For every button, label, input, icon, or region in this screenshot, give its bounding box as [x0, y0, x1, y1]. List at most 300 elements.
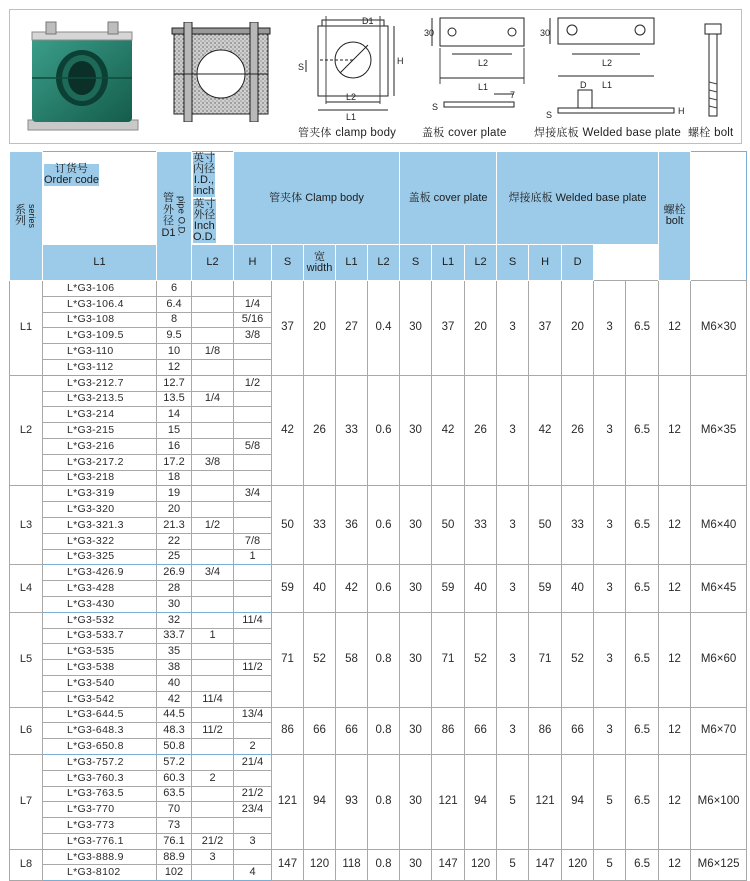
table-row: [10, 707, 747, 723]
inch-od-cell: 5/8: [234, 438, 272, 454]
bolt-drawing: [698, 22, 728, 120]
order-code-cell: L*G3-426.9: [43, 565, 157, 581]
inch-od-cell: 3/8: [234, 328, 272, 344]
pipe-od-cell: 60.3: [157, 770, 192, 786]
cover-l2-cell: 26: [465, 375, 497, 486]
pipe-od-cell: 35: [157, 644, 192, 660]
inch-id-cell: 3: [192, 849, 234, 865]
series-cell: L6: [10, 707, 43, 754]
inch-od-cell: [234, 344, 272, 360]
clamp-l2-cell: 26: [304, 375, 336, 486]
clamp-h-cell: 27: [336, 281, 368, 376]
label-base-w: 30: [540, 28, 551, 38]
inch-id-cell: [192, 312, 234, 328]
pipe-od-cell: 40: [157, 675, 192, 691]
inch-od-cell: [234, 691, 272, 707]
header-series-cn: 系 列: [15, 203, 26, 227]
inch-id-cell: [192, 818, 234, 834]
header-inch-od: 英寸 外径 Inch O.D.: [193, 198, 216, 243]
pipe-od-cell: 30: [157, 596, 192, 612]
base-l2-cell: 33: [562, 486, 594, 565]
base-s-cell: 3: [594, 612, 626, 707]
width-cell: 30: [400, 612, 432, 707]
header-cover-plate: 盖板 cover plate: [400, 152, 497, 245]
inch-od-cell: 1/2: [234, 375, 272, 391]
cover-l1-cell: 71: [432, 612, 465, 707]
cover-s-cell: 3: [497, 281, 529, 376]
order-code-cell: L*G3-428: [43, 581, 157, 597]
inch-id-cell: [192, 281, 234, 297]
header-cover-s: S: [400, 245, 432, 281]
inch-id-cell: [192, 486, 234, 502]
pipe-od-cell: 28: [157, 581, 192, 597]
inch-od-cell: [234, 391, 272, 407]
base-l1-cell: 59: [529, 565, 562, 612]
order-code-cell: L*G3-217.2: [43, 454, 157, 470]
base-h-cell: 6.5: [626, 849, 659, 881]
pipe-od-cell: 10: [157, 344, 192, 360]
clamp-l1-cell: 147: [272, 849, 304, 881]
inch-id-cell: [192, 612, 234, 628]
clamp-l1-cell: 86: [272, 707, 304, 754]
width-cell: 30: [400, 849, 432, 881]
header-clamp-l1: L1: [43, 245, 157, 281]
header-order-code: 订货号 Order code: [44, 163, 100, 186]
header-base-l1: L1: [432, 245, 465, 281]
inch-od-cell: [234, 454, 272, 470]
cover-l1-cell: 86: [432, 707, 465, 754]
cover-l2-cell: 33: [465, 486, 497, 565]
base-s-cell: 3: [594, 375, 626, 486]
clamp-h-cell: 66: [336, 707, 368, 754]
inch-id-cell: 3/8: [192, 454, 234, 470]
inch-od-cell: [234, 770, 272, 786]
table-row: [10, 754, 747, 770]
cover-s-cell: 3: [497, 486, 529, 565]
inch-od-cell: 1/4: [234, 296, 272, 312]
clamp-s-cell: 0.8: [368, 612, 400, 707]
pipe-od-cell: 6: [157, 281, 192, 297]
base-l2-cell: 26: [562, 375, 594, 486]
width-cell: 30: [400, 707, 432, 754]
inch-id-cell: [192, 581, 234, 597]
inch-od-cell: 4: [234, 865, 272, 881]
base-l1-cell: 37: [529, 281, 562, 376]
header-clamp-l2: L2: [192, 245, 234, 281]
inch-id-cell: [192, 502, 234, 518]
pipe-od-cell: 12.7: [157, 375, 192, 391]
inch-od-cell: 13/4: [234, 707, 272, 723]
order-code-cell: L*G3-888.9: [43, 849, 157, 865]
width-cell: 30: [400, 375, 432, 486]
inch-od-cell: [234, 675, 272, 691]
pipe-od-cell: 14: [157, 407, 192, 423]
cover-l2-cell: 66: [465, 707, 497, 754]
caption-base-plate-en: Welded base plate: [582, 127, 681, 139]
label-d1: D1: [362, 16, 374, 26]
clamp-s-cell: 0.6: [368, 565, 400, 612]
clamp-l1-cell: 42: [272, 375, 304, 486]
order-code-cell: L*G3-770: [43, 802, 157, 818]
label-base-l2: L2: [602, 58, 613, 68]
label-h: H: [397, 56, 404, 66]
clamp-h-cell: 36: [336, 486, 368, 565]
bolt-cell: M6×45: [691, 565, 747, 612]
base-d-cell: 12: [659, 754, 691, 849]
inch-od-cell: 11/2: [234, 660, 272, 676]
inch-od-cell: 7/8: [234, 533, 272, 549]
table-row: [10, 849, 747, 865]
inch-id-cell: [192, 375, 234, 391]
series-cell: L1: [10, 281, 43, 376]
pipe-od-cell: 12: [157, 359, 192, 375]
pipe-od-cell: 38: [157, 660, 192, 676]
cover-l2-cell: 52: [465, 612, 497, 707]
order-code-cell: L*G3-106: [43, 281, 157, 297]
caption-clamp-body: [298, 124, 396, 140]
pipe-od-cell: 16: [157, 438, 192, 454]
clamp-s-cell: 0.8: [368, 754, 400, 849]
series-cell: L8: [10, 849, 43, 881]
label-cover-s: S: [432, 102, 439, 112]
inch-od-cell: [234, 517, 272, 533]
base-h-cell: 6.5: [626, 612, 659, 707]
cover-l1-cell: 42: [432, 375, 465, 486]
pipe-od-cell: 76.1: [157, 833, 192, 849]
order-code-cell: L*G3-533.7: [43, 628, 157, 644]
order-code-cell: L*G3-216: [43, 438, 157, 454]
header-base-s: S: [497, 245, 529, 281]
inch-id-cell: 2: [192, 770, 234, 786]
inch-od-cell: 2: [234, 739, 272, 755]
header-row-2: [10, 245, 747, 281]
clamp-photo: [24, 16, 142, 134]
base-l2-cell: 52: [562, 612, 594, 707]
inch-od-cell: 11/4: [234, 612, 272, 628]
clamp-s-cell: 0.8: [368, 707, 400, 754]
inch-id-cell: 1/2: [192, 517, 234, 533]
pipe-od-cell: 33.7: [157, 628, 192, 644]
caption-base-plate: [534, 124, 681, 140]
width-cell: 30: [400, 565, 432, 612]
pipe-od-cell: 18: [157, 470, 192, 486]
order-code-cell: L*G3-108: [43, 312, 157, 328]
pipe-od-cell: 42: [157, 691, 192, 707]
clamp-section-drawing: [170, 22, 272, 122]
clamp-l2-cell: 33: [304, 486, 336, 565]
inch-id-cell: [192, 802, 234, 818]
order-code-cell: L*G3-430: [43, 596, 157, 612]
order-code-cell: L*G3-214: [43, 407, 157, 423]
cover-l1-cell: 147: [432, 849, 465, 881]
clamp-l2-cell: 120: [304, 849, 336, 881]
base-l1-cell: 71: [529, 612, 562, 707]
order-code-cell: L*G3-763.5: [43, 786, 157, 802]
base-l1-cell: 50: [529, 486, 562, 565]
cover-l2-cell: 120: [465, 849, 497, 881]
order-code-cell: L*G3-540: [43, 675, 157, 691]
table-row: [10, 565, 747, 581]
inch-id-cell: 11/2: [192, 723, 234, 739]
caption-bolt: [688, 124, 733, 140]
caption-base-plate-cn: 焊接底板: [534, 126, 579, 139]
table-row: [10, 281, 747, 297]
pipe-od-cell: 88.9: [157, 849, 192, 865]
inch-od-cell: 3: [234, 833, 272, 849]
clamp-l1-cell: 59: [272, 565, 304, 612]
cover-l1-cell: 37: [432, 281, 465, 376]
inch-id-cell: [192, 754, 234, 770]
label-cover-t: 7: [510, 90, 516, 100]
pipe-od-cell: 44.5: [157, 707, 192, 723]
base-h-cell: 6.5: [626, 707, 659, 754]
order-code-cell: L*G3-321.3: [43, 517, 157, 533]
base-h-cell: 6.5: [626, 486, 659, 565]
base-s-cell: 3: [594, 486, 626, 565]
header-bolt: 螺栓 bolt: [659, 152, 691, 281]
width-cell: 30: [400, 486, 432, 565]
base-s-cell: 5: [594, 754, 626, 849]
inch-id-cell: 3/4: [192, 565, 234, 581]
pipe-od-cell: 57.2: [157, 754, 192, 770]
width-cell: 30: [400, 754, 432, 849]
inch-id-cell: [192, 596, 234, 612]
order-code-cell: L*G3-538: [43, 660, 157, 676]
header-pipe-od: [157, 152, 192, 281]
label-cover-l1: L1: [478, 82, 489, 92]
inch-id-cell: [192, 296, 234, 312]
cover-l2-cell: 94: [465, 754, 497, 849]
inch-id-cell: 11/4: [192, 691, 234, 707]
pipe-od-cell: 70: [157, 802, 192, 818]
clamp-l1-cell: 71: [272, 612, 304, 707]
pipe-od-cell: 73: [157, 818, 192, 834]
clamp-h-cell: 118: [336, 849, 368, 881]
header-base-l2: L2: [465, 245, 497, 281]
inch-od-cell: [234, 581, 272, 597]
clamp-h-cell: 93: [336, 754, 368, 849]
cover-l2-cell: 40: [465, 565, 497, 612]
inch-id-cell: 1/8: [192, 344, 234, 360]
inch-od-cell: [234, 818, 272, 834]
base-d-cell: 12: [659, 565, 691, 612]
inch-od-cell: [234, 470, 272, 486]
caption-bolt-en: bolt: [714, 127, 734, 139]
clamp-h-cell: 42: [336, 565, 368, 612]
pipe-od-cell: 25: [157, 549, 192, 565]
inch-od-cell: [234, 281, 272, 297]
base-d-cell: 12: [659, 281, 691, 376]
base-l2-cell: 120: [562, 849, 594, 881]
pipe-od-cell: 50.8: [157, 739, 192, 755]
series-cell: L4: [10, 565, 43, 612]
label-base-d: D: [580, 80, 587, 90]
bolt-cell: M6×35: [691, 375, 747, 486]
inch-od-cell: 3/4: [234, 486, 272, 502]
clamp-h-cell: 33: [336, 375, 368, 486]
pipe-od-cell: 17.2: [157, 454, 192, 470]
cover-s-cell: 3: [497, 612, 529, 707]
inch-id-cell: [192, 675, 234, 691]
clamp-l2-cell: 52: [304, 612, 336, 707]
cover-l2-cell: 20: [465, 281, 497, 376]
order-code-cell: L*G3-322: [43, 533, 157, 549]
order-code-cell: L*G3-106.4: [43, 296, 157, 312]
header-cover-l1: L1: [336, 245, 368, 281]
label-l2: L2: [346, 92, 357, 102]
cover-s-cell: 3: [497, 565, 529, 612]
inch-od-cell: 21/2: [234, 786, 272, 802]
inch-id-cell: [192, 359, 234, 375]
header-base-d: D: [562, 245, 594, 281]
series-cell: L2: [10, 375, 43, 486]
header-welded-base: 焊接底板 Welded base plate: [497, 152, 659, 245]
label-s: S: [298, 62, 305, 72]
order-code-cell: L*G3-109.5: [43, 328, 157, 344]
pipe-od-cell: 19: [157, 486, 192, 502]
cover-s-cell: 3: [497, 707, 529, 754]
base-d-cell: 12: [659, 612, 691, 707]
label-cover-w: 30: [424, 28, 435, 38]
base-l1-cell: 42: [529, 375, 562, 486]
inch-id-cell: [192, 470, 234, 486]
clamp-l2-cell: 66: [304, 707, 336, 754]
cover-l1-cell: 121: [432, 754, 465, 849]
order-code-cell: L*G3-218: [43, 470, 157, 486]
base-s-cell: 3: [594, 707, 626, 754]
pipe-od-cell: 102: [157, 865, 192, 881]
cover-s-cell: 3: [497, 375, 529, 486]
inch-id-cell: 1: [192, 628, 234, 644]
cover-s-cell: 5: [497, 754, 529, 849]
clamp-l1-cell: 121: [272, 754, 304, 849]
clamp-s-cell: 0.6: [368, 375, 400, 486]
header-series: [10, 152, 43, 281]
inch-id-cell: [192, 739, 234, 755]
inch-od-cell: [234, 359, 272, 375]
caption-bolt-cn: 螺栓: [688, 126, 711, 139]
inch-od-cell: [234, 565, 272, 581]
clamp-l1-cell: 50: [272, 486, 304, 565]
inch-od-cell: [234, 628, 272, 644]
inch-od-cell: 23/4: [234, 802, 272, 818]
header-clamp-s: S: [272, 245, 304, 281]
order-code-cell: L*G3-542: [43, 691, 157, 707]
header-base-h: H: [529, 245, 562, 281]
inch-id-cell: [192, 423, 234, 439]
clamp-body-drawing: [296, 12, 408, 124]
clamp-l2-cell: 20: [304, 281, 336, 376]
inch-id-cell: [192, 438, 234, 454]
base-d-cell: 12: [659, 486, 691, 565]
inch-id-cell: [192, 644, 234, 660]
caption-cover-plate: [422, 124, 507, 140]
order-code-cell: L*G3-757.2: [43, 754, 157, 770]
clamp-h-cell: 58: [336, 612, 368, 707]
order-code-cell: L*G3-648.3: [43, 723, 157, 739]
order-code-cell: L*G3-773: [43, 818, 157, 834]
inch-id-cell: [192, 660, 234, 676]
order-code-cell: L*G3-325: [43, 549, 157, 565]
series-cell: L7: [10, 754, 43, 849]
inch-od-cell: [234, 502, 272, 518]
base-s-cell: 5: [594, 849, 626, 881]
inch-id-cell: [192, 328, 234, 344]
clamp-l1-cell: 37: [272, 281, 304, 376]
base-l2-cell: 66: [562, 707, 594, 754]
pipe-od-cell: 26.9: [157, 565, 192, 581]
header-series-en: series: [27, 203, 37, 228]
pipe-od-cell: 15: [157, 423, 192, 439]
base-s-cell: 3: [594, 281, 626, 376]
caption-clamp-body-en: clamp body: [335, 127, 397, 139]
order-code-cell: L*G3-535: [43, 644, 157, 660]
header-width: 宽 width: [304, 245, 336, 281]
pipe-od-cell: 63.5: [157, 786, 192, 802]
clamp-s-cell: 0.6: [368, 486, 400, 565]
caption-cover-plate-cn: 盖板: [422, 126, 445, 139]
base-l1-cell: 86: [529, 707, 562, 754]
label-cover-l2: L2: [478, 58, 489, 68]
inch-od-cell: [234, 723, 272, 739]
base-h-cell: 6.5: [626, 375, 659, 486]
header-clamp-body: 管夹体 Clamp body: [234, 152, 400, 245]
header-row-1: [10, 152, 747, 245]
label-base-s: S: [546, 110, 553, 120]
pipe-od-cell: 20: [157, 502, 192, 518]
header-inch-id: 英寸 内径 I.D., inch: [193, 152, 215, 197]
header-pipe-od-cn: 管 外 径 D1: [161, 192, 176, 239]
bolt-cell: M6×125: [691, 849, 747, 881]
series-cell: L5: [10, 612, 43, 707]
spec-table: [9, 151, 747, 881]
inch-od-cell: 21/4: [234, 754, 272, 770]
width-cell: 30: [400, 281, 432, 376]
inch-id-cell: [192, 549, 234, 565]
series-cell: L3: [10, 486, 43, 565]
base-l1-cell: 121: [529, 754, 562, 849]
order-code-cell: L*G3-776.1: [43, 833, 157, 849]
inch-od-cell: 1: [234, 549, 272, 565]
order-code-cell: L*G3-8102: [43, 865, 157, 881]
order-code-cell: L*G3-112: [43, 359, 157, 375]
cover-s-cell: 5: [497, 849, 529, 881]
header-clamp-h: H: [234, 245, 272, 281]
inch-id-cell: 1/4: [192, 391, 234, 407]
header-cover-l2: L2: [368, 245, 400, 281]
order-code-cell: L*G3-215: [43, 423, 157, 439]
bolt-cell: M6×60: [691, 612, 747, 707]
inch-od-cell: [234, 644, 272, 660]
bolt-cell: M6×40: [691, 486, 747, 565]
label-l1: L1: [346, 112, 357, 122]
pipe-od-cell: 9.5: [157, 328, 192, 344]
header-pipe-od-en: pipe O.D.: [175, 195, 187, 237]
order-code-cell: L*G3-760.3: [43, 770, 157, 786]
inch-id-cell: [192, 707, 234, 723]
table-row: [10, 486, 747, 502]
label-base-l1: L1: [602, 80, 613, 90]
clamp-l2-cell: 94: [304, 754, 336, 849]
base-d-cell: 12: [659, 375, 691, 486]
inch-od-cell: [234, 407, 272, 423]
pipe-od-cell: 8: [157, 312, 192, 328]
pipe-od-cell: 13.5: [157, 391, 192, 407]
order-code-cell: L*G3-213.5: [43, 391, 157, 407]
base-l2-cell: 94: [562, 754, 594, 849]
inch-od-cell: [234, 423, 272, 439]
inch-id-cell: [192, 533, 234, 549]
